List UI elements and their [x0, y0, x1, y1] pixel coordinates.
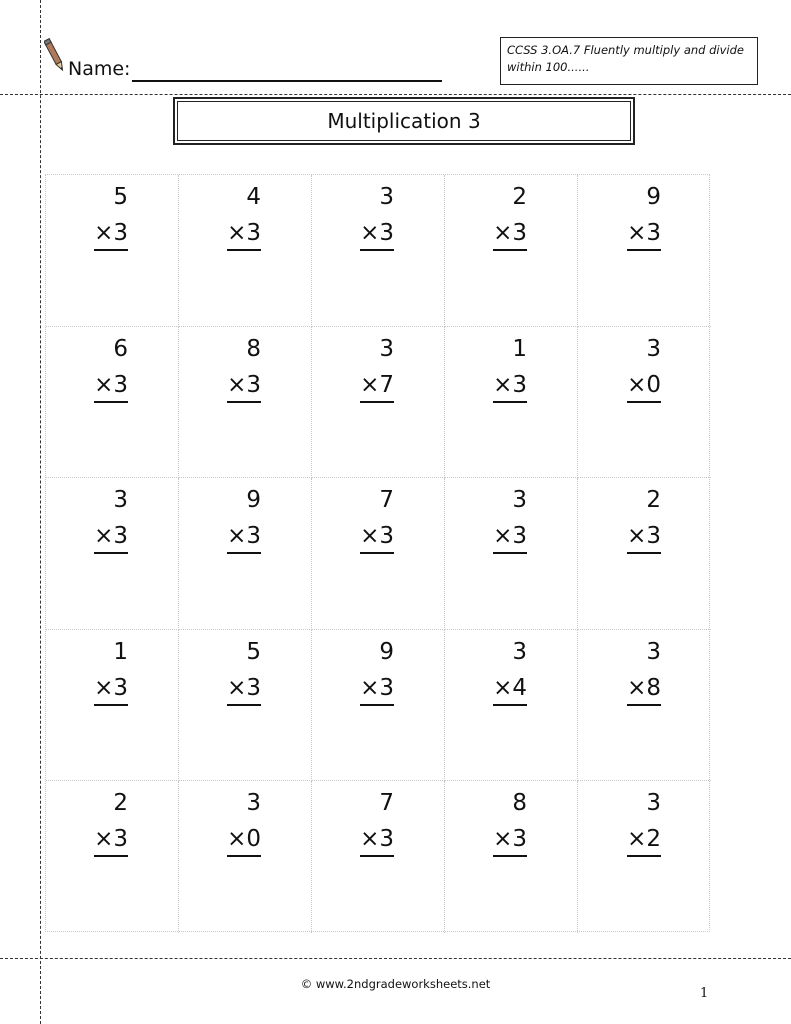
problem-top-number: 2	[646, 487, 661, 514]
title-box	[173, 97, 635, 145]
problem-cell[interactable]	[46, 630, 179, 782]
problem-multiplier: ×3	[227, 522, 261, 554]
problem-multiplier: ×3	[94, 825, 128, 857]
problem-top-number: 9	[646, 184, 661, 210]
problem-top-number: 2	[512, 184, 527, 210]
problem-multiplier: ×3	[360, 674, 394, 706]
problem-multiplier: ×3	[94, 522, 128, 554]
problem-cell[interactable]	[445, 478, 578, 630]
page-number: 1	[700, 986, 709, 1001]
bottom-cut-line	[0, 958, 791, 959]
problem-cell[interactable]	[46, 327, 179, 479]
problem-multiplier: ×3	[94, 371, 128, 403]
problem-cell[interactable]	[578, 327, 711, 479]
problem-top-number: 2	[113, 790, 128, 817]
problem-multiplier: ×3	[227, 674, 261, 706]
problem-multiplier: ×3	[493, 371, 527, 403]
problem-multiplier: ×3	[227, 371, 261, 403]
problem-cell[interactable]	[46, 781, 179, 933]
name-label: Name:	[68, 58, 131, 80]
problem-top-number: 3	[379, 184, 394, 210]
problem-top-number: 8	[246, 335, 261, 362]
problem-cell[interactable]	[312, 478, 445, 630]
problem-top-number: 5	[246, 638, 261, 665]
problem-cell[interactable]	[578, 630, 711, 782]
problem-multiplier: ×3	[360, 522, 394, 554]
problem-cell[interactable]	[179, 175, 312, 327]
problem-top-number: 9	[246, 487, 261, 514]
problem-cell[interactable]	[312, 175, 445, 327]
problem-cell[interactable]	[179, 630, 312, 782]
problem-cell[interactable]	[445, 630, 578, 782]
problem-cell[interactable]	[46, 478, 179, 630]
problem-cell[interactable]	[578, 478, 711, 630]
problem-grid	[45, 174, 710, 932]
problem-multiplier: ×2	[627, 825, 661, 857]
problem-multiplier: ×0	[627, 371, 661, 403]
problem-multiplier: ×3	[227, 219, 261, 251]
problem-multiplier: ×3	[360, 219, 394, 251]
problem-multiplier: ×3	[493, 522, 527, 554]
problem-cell[interactable]	[179, 327, 312, 479]
problem-top-number: 3	[646, 790, 661, 817]
problem-multiplier: ×0	[227, 825, 261, 857]
top-cut-line	[0, 94, 791, 95]
problem-top-number: 6	[113, 335, 128, 362]
problem-top-number: 1	[113, 638, 128, 665]
problem-top-number: 7	[379, 487, 394, 514]
problem-top-number: 3	[379, 335, 394, 362]
problem-multiplier: ×7	[360, 371, 394, 403]
problem-cell[interactable]	[445, 175, 578, 327]
page-title: Multiplication 3	[177, 101, 631, 141]
standard-box: CCSS 3.OA.7 Fluently multiply and divide within 100......	[500, 37, 758, 85]
problem-cell[interactable]	[179, 478, 312, 630]
problem-cell[interactable]	[312, 630, 445, 782]
problem-multiplier: ×3	[493, 825, 527, 857]
problem-top-number: 3	[113, 487, 128, 514]
pencil-icon	[44, 36, 66, 76]
problem-cell[interactable]	[179, 781, 312, 933]
problem-multiplier: ×3	[493, 219, 527, 251]
problem-cell[interactable]	[578, 175, 711, 327]
vertical-cut-line	[40, 0, 41, 1024]
problem-top-number: 4	[246, 184, 261, 210]
problem-multiplier: ×8	[627, 674, 661, 706]
problem-cell[interactable]	[445, 327, 578, 479]
footer-credit: © www.2ndgradeworksheets.net	[300, 977, 491, 991]
problem-cell[interactable]	[46, 175, 179, 327]
problem-top-number: 7	[379, 790, 394, 817]
problem-top-number: 9	[379, 638, 394, 665]
problem-multiplier: ×3	[94, 674, 128, 706]
problem-cell[interactable]	[312, 327, 445, 479]
problem-multiplier: ×3	[94, 219, 128, 251]
problem-cell[interactable]	[312, 781, 445, 933]
problem-multiplier: ×3	[627, 522, 661, 554]
problem-multiplier: ×3	[627, 219, 661, 251]
problem-top-number: 3	[646, 335, 661, 362]
problem-top-number: 3	[512, 487, 527, 514]
problem-multiplier: ×3	[360, 825, 394, 857]
problem-cell[interactable]	[445, 781, 578, 933]
name-input-line[interactable]	[132, 80, 442, 82]
problem-cell[interactable]	[578, 781, 711, 933]
problem-multiplier: ×4	[493, 674, 527, 706]
problem-top-number: 3	[246, 790, 261, 817]
problem-top-number: 8	[512, 790, 527, 817]
problem-top-number: 1	[512, 335, 527, 362]
problem-top-number: 3	[646, 638, 661, 665]
problem-top-number: 3	[512, 638, 527, 665]
problem-top-number: 5	[113, 184, 128, 210]
